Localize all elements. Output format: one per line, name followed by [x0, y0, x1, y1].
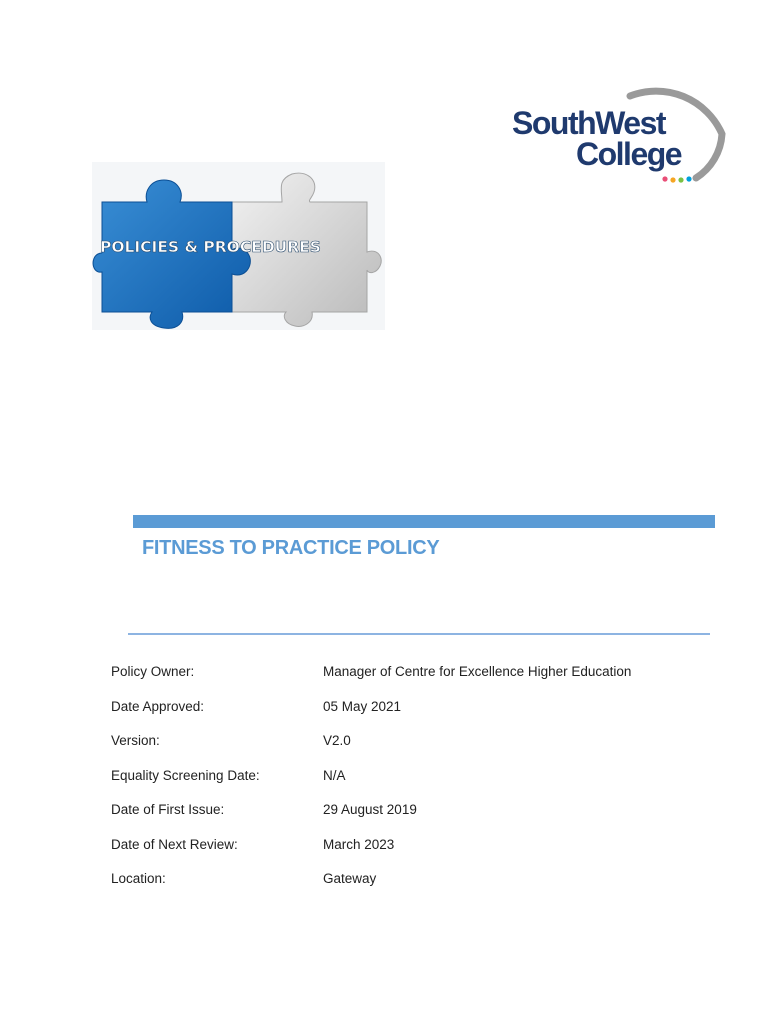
meta-row-policy-owner	[111, 664, 711, 699]
logo-dot	[670, 177, 675, 182]
meta-value: 29 August 2019	[323, 802, 417, 817]
meta-row-date-approved	[111, 699, 711, 734]
meta-label: Date of First Issue:	[111, 802, 225, 817]
document-title: FITNESS TO PRACTICE POLICY	[142, 537, 440, 559]
meta-value: N/A	[323, 767, 346, 783]
policy-metadata	[111, 664, 711, 906]
meta-label: Date of Next Review:	[111, 836, 238, 852]
banner-text: POLICIES & PROCEDURES	[100, 238, 321, 256]
meta-row-first-issue	[111, 802, 711, 837]
meta-value: 05 May 2021	[323, 698, 402, 714]
policies-banner-image	[92, 162, 385, 330]
meta-label: Version:	[111, 733, 160, 748]
logo-dot	[686, 176, 691, 181]
logo-dot	[662, 176, 667, 181]
title-rule	[128, 633, 710, 635]
college-logo-graphic	[500, 82, 735, 184]
meta-label: Equality Screening Date:	[111, 767, 260, 783]
logo-line2: College	[576, 136, 682, 172]
meta-value: Gateway	[323, 871, 377, 886]
meta-label: Date Approved:	[111, 698, 205, 714]
title-bar	[133, 515, 715, 528]
meta-row-equality-screening-date	[111, 768, 711, 803]
meta-row-next-review	[111, 837, 711, 872]
meta-label: Location:	[111, 871, 166, 886]
logo-dot	[678, 177, 683, 182]
meta-label: Policy Owner:	[111, 664, 195, 679]
college-logo	[500, 82, 735, 184]
logo-line1: SouthWest	[512, 105, 666, 141]
meta-value: Manager of Centre for Excellence Higher Education	[323, 664, 632, 679]
meta-row-version	[111, 733, 711, 768]
meta-row-location	[111, 871, 711, 906]
meta-value: V2.0	[323, 733, 351, 748]
meta-value: March 2023	[323, 836, 395, 852]
